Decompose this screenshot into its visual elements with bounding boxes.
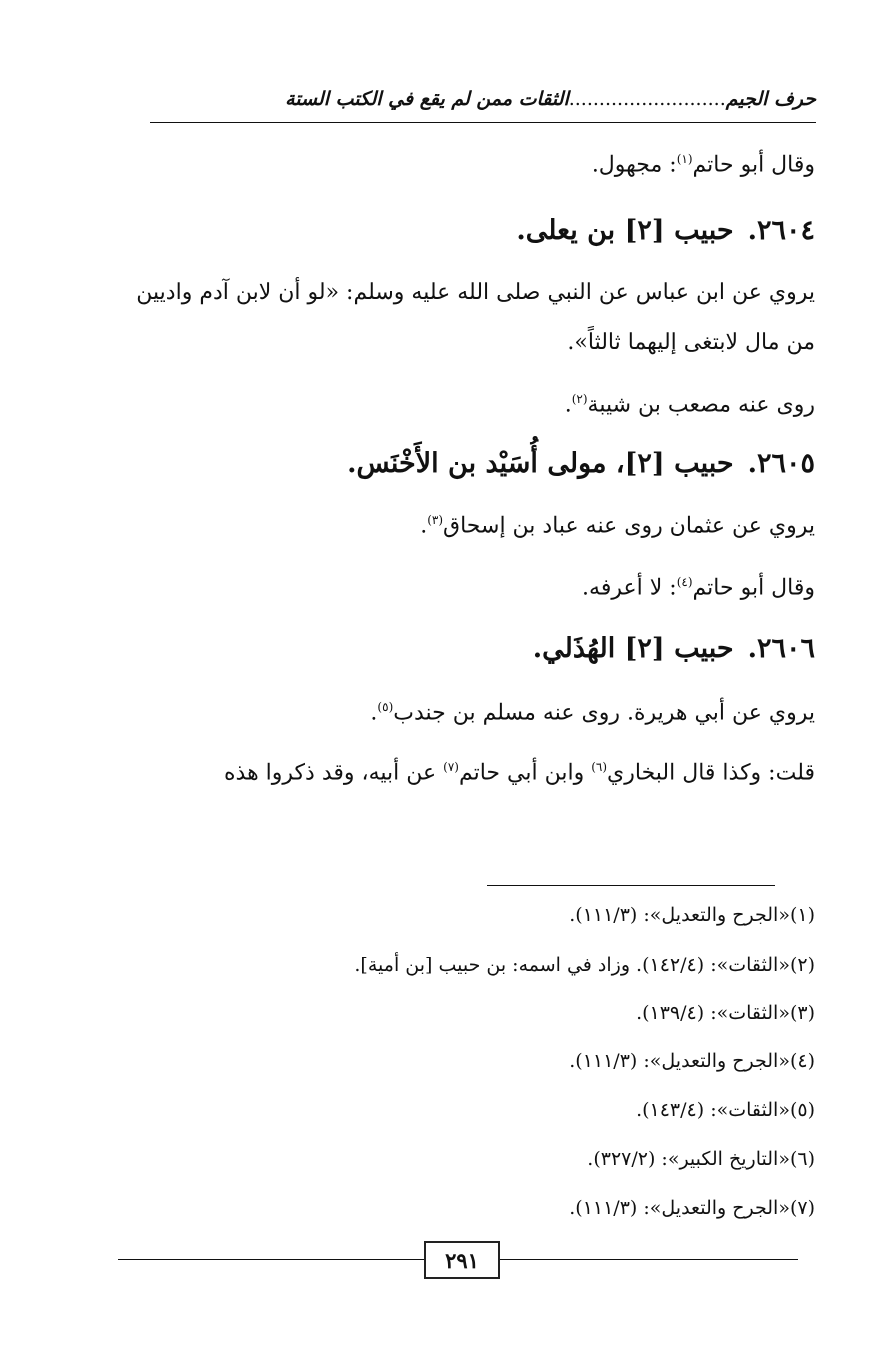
entry-name: حبيب [٢] بن يعلى. (516, 215, 734, 246)
entry-number: ٢٦٠٦. (747, 633, 815, 664)
entry-heading (533, 633, 815, 664)
entry-number: ٢٦٠٤. (747, 215, 815, 246)
footnote: (٢)«الثقات»: (١٤٢/٤). وزاد في اسمه: بن حبيب [بن أمية]. (354, 954, 815, 976)
header-dots: .......................... (568, 88, 726, 110)
footnote: (١)«الجرح والتعديل»: (١١١/٣). (569, 904, 815, 926)
footnote: (٥)«الثقات»: (١٤٣/٤). (636, 1099, 815, 1121)
footnote-separator (487, 885, 775, 886)
footnote: (٧)«الجرح والتعديل»: (١١١/٣). (569, 1197, 815, 1219)
footnote-ref: (٦) (591, 760, 608, 774)
text-line: وقال أبو حاتم$^{(٤)}$: لا أعرفه. (582, 575, 815, 601)
header-book-title: الثقات ممن لم يقع في الكتب الستة (285, 88, 569, 110)
header-rule (150, 122, 816, 123)
footnote-ref: (٧) (443, 760, 459, 774)
text-line: يروي عن عثمان روى عنه عباد بن إسحاق$^{(٣)}$. (420, 513, 815, 539)
footnote: (٣)«الثقات»: (١٣٩/٤). (636, 1002, 815, 1024)
footnote-ref: (١) (676, 152, 693, 166)
entry-number: ٢٦٠٥. (747, 448, 815, 479)
footnote: (٦)«التاريخ الكبير»: (٣٢٧/٢). (587, 1148, 815, 1170)
entry-name: حبيب [٢] الهُذَلي. (532, 633, 734, 664)
footnote-ref: (٢) (571, 392, 588, 406)
footnote: (٤)«الجرح والتعديل»: (١١١/٣). (569, 1050, 815, 1072)
text-line: يروي عن أبي هريرة. روى عنه مسلم بن جندب$^{(٥)}$. (370, 700, 815, 726)
entry-heading (516, 215, 815, 246)
text-line: قلت: وكذا قال البخاري$^{(٦)}$ وابن أبي حاتم$^{(٧)}$ عن أبيه، وقد ذكروا هذه (224, 760, 815, 786)
running-header (148, 88, 816, 110)
text-line: من مال لابتغى إليهما ثالثاً». (567, 330, 815, 355)
text-line: روى عنه مصعب بن شيبة$^{(٢)}$. (564, 392, 815, 418)
page-number: ٢٩١ (424, 1241, 500, 1279)
text-line: يروي عن ابن عباس عن النبي صلى الله عليه وسلم: «لو أن لابن آدم واديين (136, 280, 815, 305)
footnote-ref: (٣) (427, 513, 444, 527)
text-line: وقال أبو حاتم$^{(١)}$: مجهول. (591, 152, 815, 178)
header-chapter: حرف الجيم (725, 88, 816, 110)
entry-heading (347, 448, 815, 479)
entry-name: حبيب [٢]، مولى أُسَيْد بن الأَخْنَس. (347, 448, 734, 479)
footnote-ref: (٥) (377, 700, 394, 714)
footnote-ref: (٤) (676, 575, 693, 589)
